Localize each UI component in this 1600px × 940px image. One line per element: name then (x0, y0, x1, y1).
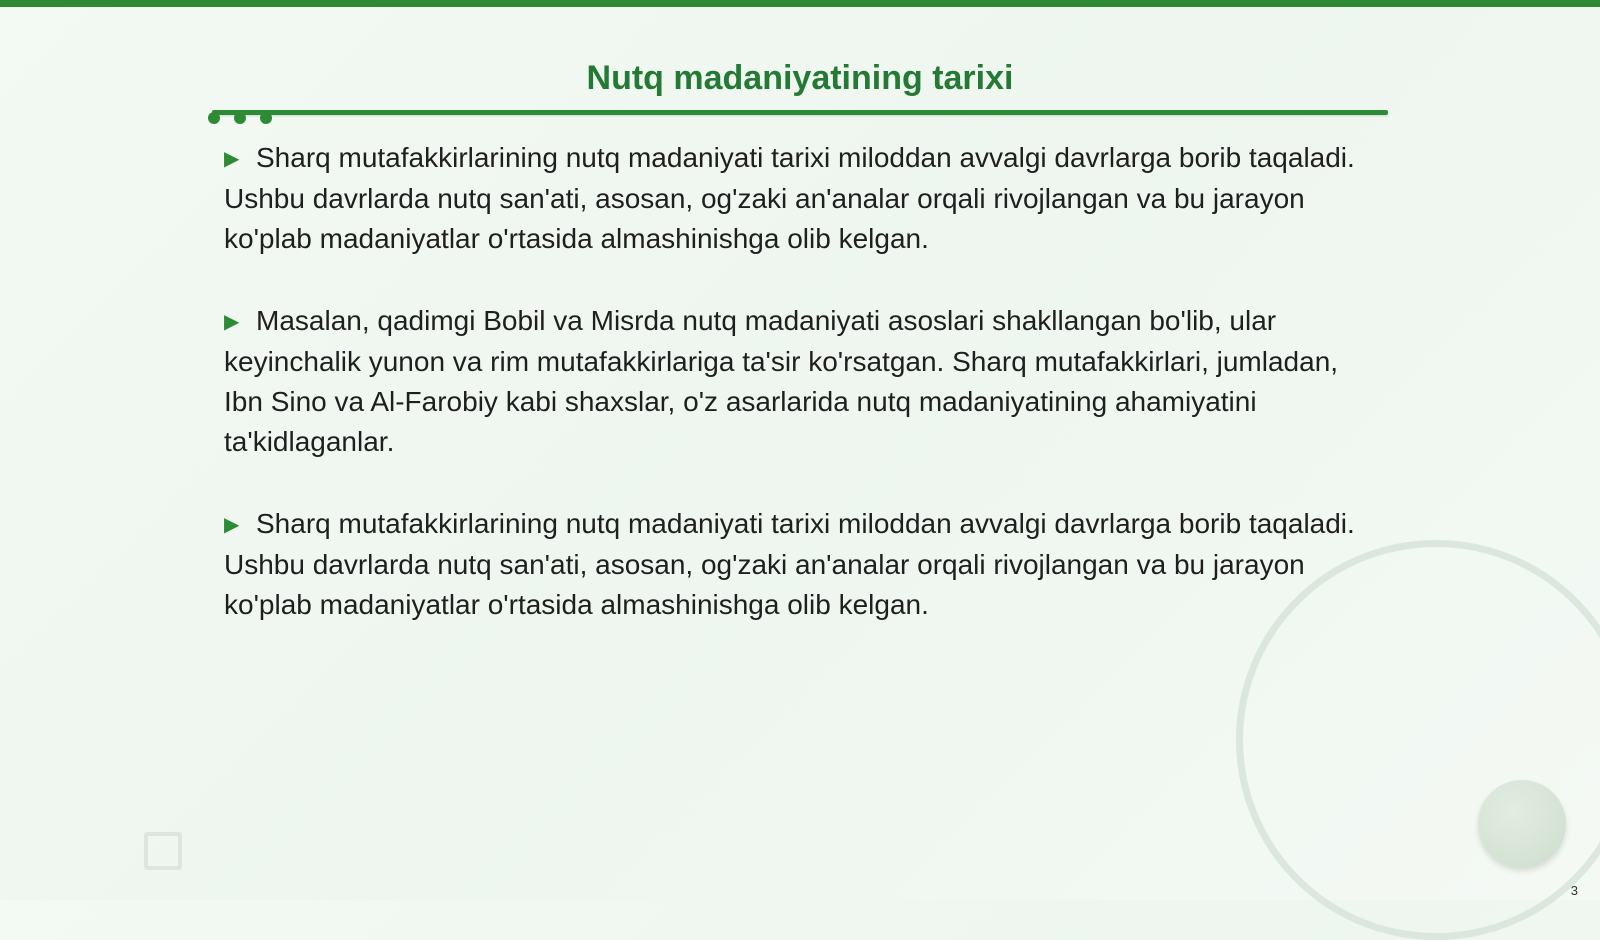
decorative-square (144, 832, 182, 870)
paragraph-text: Sharq mutafakkirlarining nutq madaniyati tarixi miloddan avvalgi davrlarga borib taqaladi. Ushbu davrlarda nutq san'ati, asosan, og'zaki an'analar orqali rivojlangan va bu jarayon ko'plab madaniyatlar o'rtasida almashinishga olib kelgan. (224, 508, 1355, 620)
bullet-paragraph (224, 504, 1374, 625)
dot-icon (208, 112, 220, 124)
paragraph-text: Sharq mutafakkirlarining nutq madaniyati tarixi miloddan avvalgi davrlarga borib taqaladi. Ushbu davrlarda nutq san'ati, asosan, og'zaki an'analar orqali rivojlangan va bu jarayon ko'plab madaniyatlar o'rtasida almashinishga olib kelgan. (224, 142, 1355, 254)
bullet-paragraph (224, 138, 1374, 259)
slide-title: Nutq madaniyatining tarixi (586, 59, 1014, 97)
page-number: 3 (1570, 883, 1578, 898)
decorative-circle (1478, 780, 1566, 868)
triangle-right-icon: ▶ (224, 514, 240, 536)
paragraph-text: Masalan, qadimgi Bobil va Misrda nutq madaniyati asoslari shakllangan bo'lib, ular keyinchalik yunon va rim mutafakkirlariga ta'sir ko'rsatgan. Sharq mutafakkirlari, jumladan, Ibn Sino va Al-Farobiy kabi shaxslar, o'z asarlarida nutq madaniyatining ahamiyatini ta'kidlaganlar. (224, 305, 1339, 457)
slide-content (224, 138, 1374, 667)
bullet-paragraph (224, 301, 1374, 462)
top-accent-bar (0, 0, 1600, 7)
triangle-right-icon: ▶ (224, 148, 240, 170)
dot-icon (260, 112, 272, 124)
triangle-right-icon: ▶ (224, 311, 240, 333)
title-underline (212, 110, 1388, 115)
dot-icon (234, 112, 246, 124)
